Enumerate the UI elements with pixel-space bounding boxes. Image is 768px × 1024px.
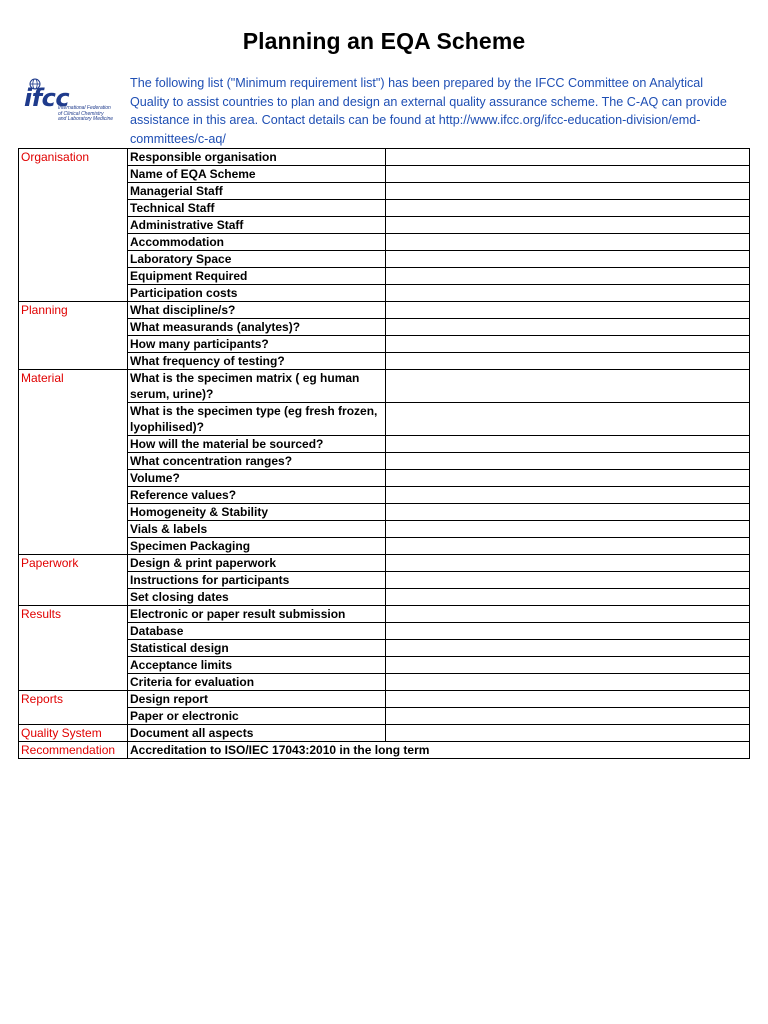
response-cell[interactable] xyxy=(386,453,750,470)
requirement-item: How many participants? xyxy=(128,336,386,353)
table-row xyxy=(19,657,750,674)
requirement-item: Statistical design xyxy=(128,640,386,657)
category-label: Material xyxy=(19,370,128,555)
table-row xyxy=(19,285,750,302)
requirement-item: Accommodation xyxy=(128,234,386,251)
response-cell[interactable] xyxy=(386,640,750,657)
table-row xyxy=(19,234,750,251)
requirement-item: Vials & labels xyxy=(128,521,386,538)
logo-subtitle: International Federation of Clinical Chemistry and Laboratory Medicine xyxy=(58,105,114,123)
response-cell[interactable] xyxy=(386,538,750,555)
requirement-item: Instructions for participants xyxy=(128,572,386,589)
requirement-item: Database xyxy=(128,623,386,640)
requirement-item: Specimen Packaging xyxy=(128,538,386,555)
response-cell[interactable] xyxy=(386,251,750,268)
intro-paragraph: The following list ("Minimum requirement list") has been prepared by the IFCC Committee on Analytical Quality to assist countries to plan and design an external quality assurance scheme. The C-AQ can provide assistance in this area. Contact details can be found at http://www.ifcc.org/ifcc-education-division/emd-committees/c-aq/ xyxy=(130,76,727,146)
recommendation-text: Accreditation to ISO/IEC 17043:2010 in the long term xyxy=(128,742,750,759)
table-row xyxy=(19,217,750,234)
requirement-item: Administrative Staff xyxy=(128,217,386,234)
response-cell[interactable] xyxy=(386,353,750,370)
table-row xyxy=(19,166,750,183)
response-cell[interactable] xyxy=(386,708,750,725)
requirement-item: Design report xyxy=(128,691,386,708)
response-cell[interactable] xyxy=(386,606,750,623)
table-row xyxy=(19,353,750,370)
response-cell[interactable] xyxy=(386,674,750,691)
requirement-item: Reference values? xyxy=(128,487,386,504)
table-row xyxy=(19,742,750,759)
table-row xyxy=(19,674,750,691)
category-label: Results xyxy=(19,606,128,691)
requirement-item: Set closing dates xyxy=(128,589,386,606)
response-cell[interactable] xyxy=(386,725,750,742)
response-cell[interactable] xyxy=(386,336,750,353)
requirement-item: Equipment Required xyxy=(128,268,386,285)
response-cell[interactable] xyxy=(386,521,750,538)
requirement-item: Technical Staff xyxy=(128,200,386,217)
table-row xyxy=(19,623,750,640)
response-cell[interactable] xyxy=(386,234,750,251)
table-row xyxy=(19,538,750,555)
requirement-item: Responsible organisation xyxy=(128,149,386,166)
response-cell[interactable] xyxy=(386,589,750,606)
requirement-item: What frequency of testing? xyxy=(128,353,386,370)
category-label: Organisation xyxy=(19,149,128,302)
table-row xyxy=(19,470,750,487)
response-cell[interactable] xyxy=(386,504,750,521)
requirement-item: Volume? xyxy=(128,470,386,487)
requirement-item: Laboratory Space xyxy=(128,251,386,268)
response-cell[interactable] xyxy=(386,319,750,336)
table-row xyxy=(19,504,750,521)
requirement-item: How will the material be sourced? xyxy=(128,436,386,453)
table-row xyxy=(19,183,750,200)
response-cell[interactable] xyxy=(386,268,750,285)
category-label: Recommendation xyxy=(19,742,128,759)
table-row xyxy=(19,555,750,572)
table-row xyxy=(19,606,750,623)
response-cell[interactable] xyxy=(386,217,750,234)
response-cell[interactable] xyxy=(386,285,750,302)
requirements-table xyxy=(18,148,750,759)
table-row xyxy=(19,370,750,403)
requirement-item: Homogeneity & Stability xyxy=(128,504,386,521)
requirement-item: Acceptance limits xyxy=(128,657,386,674)
table-row xyxy=(19,319,750,336)
table-row xyxy=(19,336,750,353)
requirement-item: Managerial Staff xyxy=(128,183,386,200)
logo-wordmark: ifcc xyxy=(24,84,70,112)
category-label: Planning xyxy=(19,302,128,370)
table-row xyxy=(19,691,750,708)
response-cell[interactable] xyxy=(386,370,750,403)
table-row xyxy=(19,453,750,470)
requirement-item: Paper or electronic xyxy=(128,708,386,725)
table-row xyxy=(19,589,750,606)
table-row xyxy=(19,436,750,453)
requirement-item: What concentration ranges? xyxy=(128,453,386,470)
table-row xyxy=(19,302,750,319)
requirement-item: Criteria for evaluation xyxy=(128,674,386,691)
response-cell[interactable] xyxy=(386,691,750,708)
table-row xyxy=(19,521,750,538)
requirement-item: What discipline/s? xyxy=(128,302,386,319)
page-title: Planning an EQA Scheme xyxy=(242,28,526,54)
requirement-item: Participation costs xyxy=(128,285,386,302)
table-row xyxy=(19,725,750,742)
response-cell[interactable] xyxy=(386,403,750,436)
response-cell[interactable] xyxy=(386,555,750,572)
table-row xyxy=(19,487,750,504)
response-cell[interactable] xyxy=(386,470,750,487)
table-row xyxy=(19,149,750,166)
requirement-item: Design & print paperwork xyxy=(128,555,386,572)
requirement-item: Document all aspects xyxy=(128,725,386,742)
response-cell[interactable] xyxy=(386,572,750,589)
table-row xyxy=(19,403,750,436)
requirement-item: What is the specimen matrix ( eg human serum, urine)? xyxy=(128,370,386,403)
response-cell[interactable] xyxy=(386,183,750,200)
response-cell[interactable] xyxy=(386,166,750,183)
table-row xyxy=(19,640,750,657)
table-row xyxy=(19,708,750,725)
response-cell[interactable] xyxy=(386,302,750,319)
response-cell[interactable] xyxy=(386,487,750,504)
response-cell[interactable] xyxy=(386,149,750,166)
requirement-item: Electronic or paper result submission xyxy=(128,606,386,623)
requirement-item: What measurands (analytes)? xyxy=(128,319,386,336)
requirement-item: What is the specimen type (eg fresh frozen, lyophilised)? xyxy=(128,403,386,436)
category-label: Quality System xyxy=(19,725,128,742)
category-label: Paperwork xyxy=(19,555,128,606)
response-cell[interactable] xyxy=(386,623,750,640)
ifcc-logo xyxy=(24,78,114,128)
table-row xyxy=(19,572,750,589)
response-cell[interactable] xyxy=(386,657,750,674)
table-row xyxy=(19,268,750,285)
table-row xyxy=(19,251,750,268)
response-cell[interactable] xyxy=(386,436,750,453)
requirement-item: Name of EQA Scheme xyxy=(128,166,386,183)
table-row xyxy=(19,200,750,217)
response-cell[interactable] xyxy=(386,200,750,217)
category-label: Reports xyxy=(19,691,128,725)
